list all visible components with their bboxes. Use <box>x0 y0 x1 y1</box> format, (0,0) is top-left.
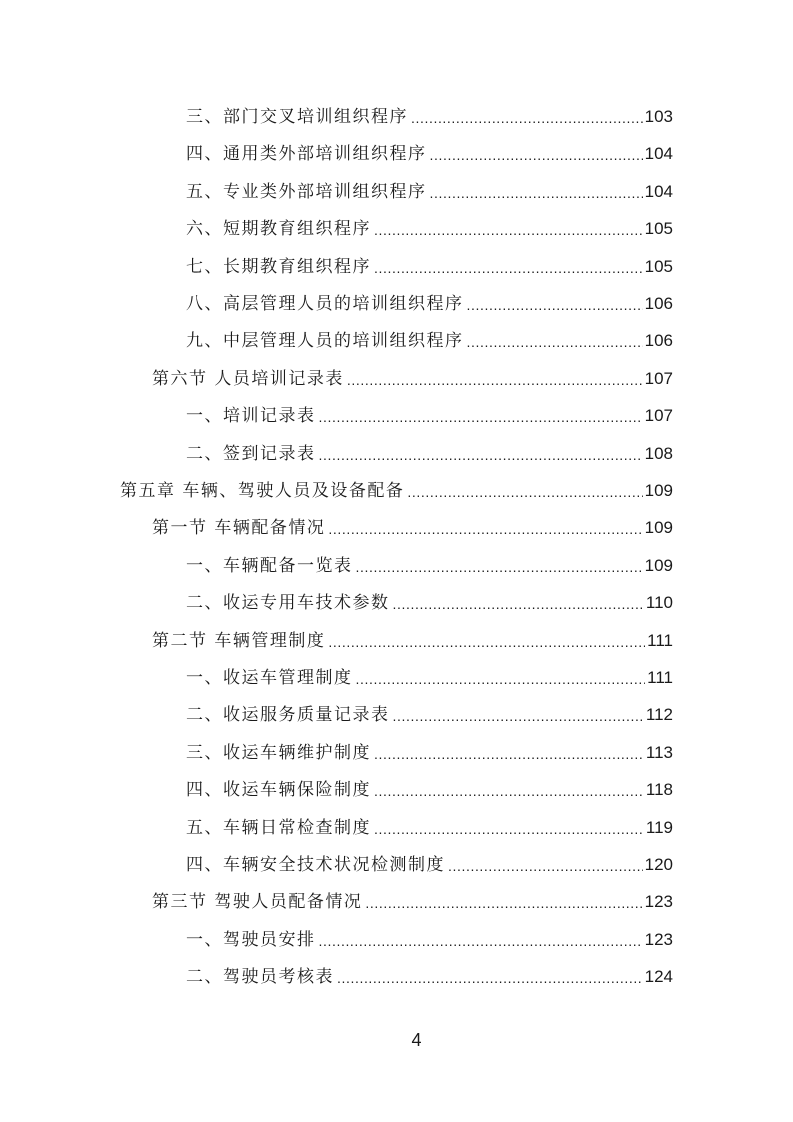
toc-entry-section[interactable] <box>152 364 673 390</box>
page-number: 4 <box>411 1030 422 1050</box>
toc-entry-title: 一、培训记录表 <box>186 406 316 427</box>
toc-entry-title: 八、高层管理人员的培训组织程序 <box>186 294 464 314</box>
toc-dot-leader <box>393 707 644 725</box>
toc-entry-item[interactable] <box>186 102 673 128</box>
toc-entry-item[interactable] <box>186 252 673 278</box>
toc-entry-item[interactable] <box>186 775 673 801</box>
toc-dot-leader <box>393 595 644 613</box>
toc-entry-item[interactable] <box>186 177 673 203</box>
toc-dot-leader <box>328 520 642 538</box>
toc-dot-leader <box>407 483 642 501</box>
toc-dot-leader <box>374 259 643 277</box>
toc-entry-title: 第一节 车辆配备情况 <box>152 518 326 539</box>
toc-dot-leader <box>347 371 643 389</box>
toc-dot-leader <box>374 820 644 838</box>
toc-entry-title: 二、签到记录表 <box>186 443 316 464</box>
toc-dot-leader <box>411 109 643 127</box>
toc-entry-page: 111 <box>647 668 673 687</box>
toc-entry-page: 105 <box>644 219 673 239</box>
toc-dot-leader <box>319 446 643 464</box>
toc-entry-title: 第二节 车辆管理制度 <box>152 630 326 651</box>
toc-entry-title: 三、收运车辆维护制度 <box>186 742 371 763</box>
toc-entry-title: 第三节 驾驶人员配备情况 <box>152 892 363 913</box>
toc-entry-section[interactable] <box>152 513 673 539</box>
toc-entry-page: 118 <box>645 780 673 800</box>
toc-entry-title: 九、中层管理人员的培训组织程序 <box>186 331 464 352</box>
toc-entry-title: 第六节 人员培训记录表 <box>152 368 344 389</box>
toc-entry-item[interactable] <box>186 813 673 839</box>
toc-entry-title: 六、短期教育组织程序 <box>186 219 371 240</box>
toc-entry-title: 五、车辆日常检查制度 <box>186 817 371 838</box>
toc-entry-section[interactable] <box>152 626 673 652</box>
toc-entry-page: 123 <box>644 892 673 912</box>
toc-entry-item[interactable] <box>186 850 673 876</box>
toc-dot-leader <box>374 745 644 763</box>
toc-entry-page: 123 <box>644 929 673 949</box>
toc-entry-page: 111 <box>647 630 673 650</box>
toc-entry-title: 二、收运专用车技术参数 <box>186 593 390 614</box>
toc-entry-page: 120 <box>644 855 673 874</box>
toc-entry-title: 第五章 车辆、驾驶人员及设备配备 <box>120 481 405 501</box>
toc-entry-title: 四、车辆安全技术状况检测制度 <box>186 855 445 875</box>
toc-entry-item[interactable] <box>186 663 673 689</box>
toc-entry-page: 107 <box>644 406 673 426</box>
toc-entry-title: 三、部门交叉培训组织程序 <box>186 107 408 127</box>
toc-entry-page: 104 <box>644 144 673 164</box>
toc-entry-page: 106 <box>644 331 673 351</box>
toc-dot-leader <box>467 333 643 351</box>
toc-entry-title: 一、收运车管理制度 <box>186 668 353 688</box>
toc-entry-page: 103 <box>644 107 673 126</box>
toc-entry-page: 108 <box>644 443 673 463</box>
toc-dot-leader <box>374 221 643 239</box>
toc-entry-item[interactable] <box>186 962 673 988</box>
toc-entry-page: 113 <box>645 742 673 762</box>
toc-entry-item[interactable] <box>186 401 673 427</box>
toc-dot-leader <box>430 184 643 202</box>
toc-dot-leader <box>319 408 643 426</box>
toc-entry-page: 112 <box>645 705 673 725</box>
toc-entry-title: 二、收运服务质量记录表 <box>186 705 390 726</box>
toc-entry-page: 105 <box>644 256 673 276</box>
toc-entry-title: 四、收运车辆保险制度 <box>186 780 371 801</box>
toc-entry-page: 110 <box>645 593 673 613</box>
toc-entry-title: 一、车辆配备一览表 <box>186 555 353 576</box>
toc-dot-leader <box>328 633 645 651</box>
toc-entry-item[interactable] <box>186 439 673 465</box>
toc-entry-item[interactable] <box>186 551 673 577</box>
toc-entry-title: 四、通用类外部培训组织程序 <box>186 144 427 165</box>
toc-entry-item[interactable] <box>186 588 673 614</box>
toc-dot-leader <box>374 782 644 800</box>
toc-entry-item[interactable] <box>186 326 673 352</box>
toc-entry-page: 109 <box>644 518 673 538</box>
toc-dot-leader <box>356 670 646 688</box>
toc-entry-page: 124 <box>644 967 673 987</box>
toc-entry-page: 109 <box>644 555 673 575</box>
toc-entry-section[interactable] <box>152 887 673 913</box>
toc-entry-page: 106 <box>644 294 673 313</box>
toc-dot-leader <box>467 296 643 314</box>
toc-entry-page: 104 <box>644 181 673 201</box>
toc-entry-item[interactable] <box>186 289 673 315</box>
toc-dot-leader <box>430 146 643 164</box>
toc-entry-page: 119 <box>645 817 673 837</box>
toc-dot-leader <box>365 894 642 912</box>
toc-entry-item[interactable] <box>186 214 673 240</box>
toc-entry-item[interactable] <box>186 700 673 726</box>
toc-dot-leader <box>356 558 643 576</box>
toc-entry-item[interactable] <box>186 139 673 165</box>
toc-entry-title: 七、长期教育组织程序 <box>186 256 371 277</box>
toc-entry-chapter[interactable] <box>120 476 673 502</box>
toc-entry-item[interactable] <box>186 738 673 764</box>
toc-dot-leader <box>319 932 643 950</box>
toc-entry-title: 二、驾驶员考核表 <box>186 967 334 988</box>
toc-entry-page: 107 <box>644 368 673 388</box>
toc-dot-leader <box>337 969 643 987</box>
toc-entry-title: 五、专业类外部培训组织程序 <box>186 181 427 202</box>
toc-dot-leader <box>448 857 643 875</box>
toc-entry-item[interactable] <box>186 925 673 951</box>
toc-entry-title: 一、驾驶员安排 <box>186 929 316 950</box>
toc-entry-page: 109 <box>644 481 673 500</box>
